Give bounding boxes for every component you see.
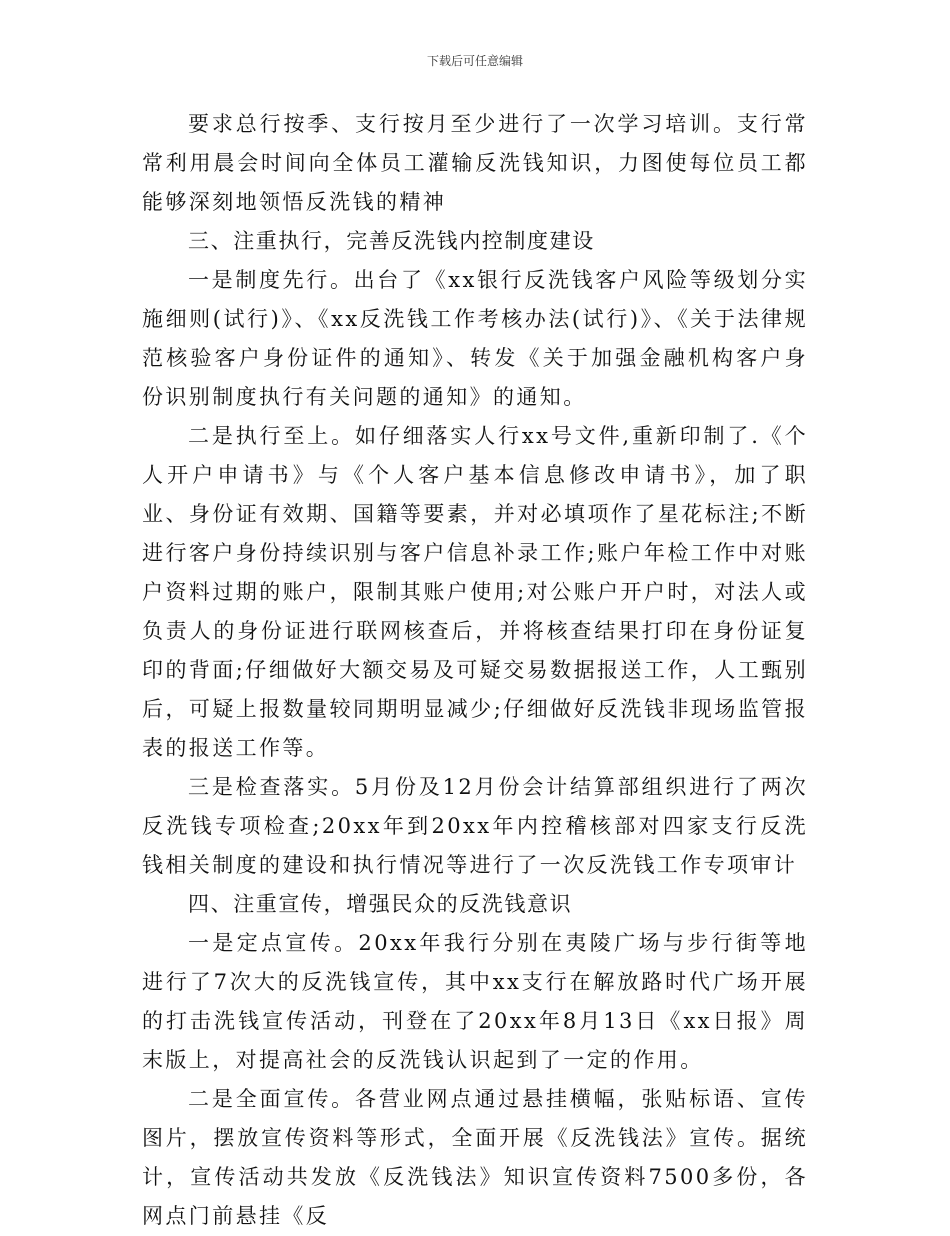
paragraph-fixed-point-publicity: 一是定点宣传。20xx年我行分别在夷陵广场与步行街等地进行了7次大的反洗钱宣传，其中xx支行在解放路时代广场开展的打击洗钱宣传活动，刊登在了20xx年8月13日《xx日报》周末版上，对提高社会的反洗钱认识起到了一定的作用。 [142, 931, 808, 1072]
section-heading-4: 四、注重宣传，增强民众的反洗钱意识 [188, 892, 573, 916]
paragraph-execution: 二是执行至上。如仔细落实人行xx号文件,重新印制了.《个人开户申请书》与《个人客户基本信息修改申请书》，加了职业、身份证有效期、国籍等要素，并对必填项作了星花标注;不断进行客户身份持续识别与客户信息补录工作;账户年检工作中对账户资料过期的账户，限制其账户使用;对公账户开户时，对法人或负责人的身份证进行联网核查后，并将核查结果打印在身份证复印的背面;仔细做好大额交易及可疑交易数据报送工作，人工甄别后，可疑上报数量较同期明显减少;仔细做好反洗钱非现场监管报表的报送工作等。 [142, 424, 808, 760]
page-header-note: 下载后可任意编辑 [426, 54, 523, 68]
section-heading-3: 三、注重执行，完善反洗钱内控制度建设 [188, 229, 595, 253]
document-body [142, 105, 808, 1236]
paragraph-system-first: 一是制度先行。出台了《xx银行反洗钱客户风险等级划分实施细则(试行)》、《xx反洗钱工作考核办法(试行)》、《关于法律规范核验客户身份证件的通知》、转发《关于加强金融机构客户身份识别制度执行有关问题的通知》的通知。 [142, 268, 808, 409]
paragraph-inspection: 三是检查落实。5月份及12月份会计结算部组织进行了两次反洗钱专项检查;20xx年到20xx年内控稽核部对四家支行反洗钱相关制度的建设和执行情况等进行了一次反洗钱工作专项审计 [142, 775, 808, 877]
paragraph-comprehensive-publicity: 二是全面宣传。各营业网点通过悬挂横幅，张贴标语、宣传图片，摆放宣传资料等形式，全面开展《反洗钱法》宣传。据统计，宣传活动共发放《反洗钱法》知识宣传资料7500多份，各网点门前悬挂《反 [142, 1087, 808, 1228]
paragraph-training: 要求总行按季、支行按月至少进行了一次学习培训。支行常常利用晨会时间向全体员工灌输反洗钱知识，力图使每位员工都能够深刻地领悟反洗钱的精神 [142, 112, 808, 214]
